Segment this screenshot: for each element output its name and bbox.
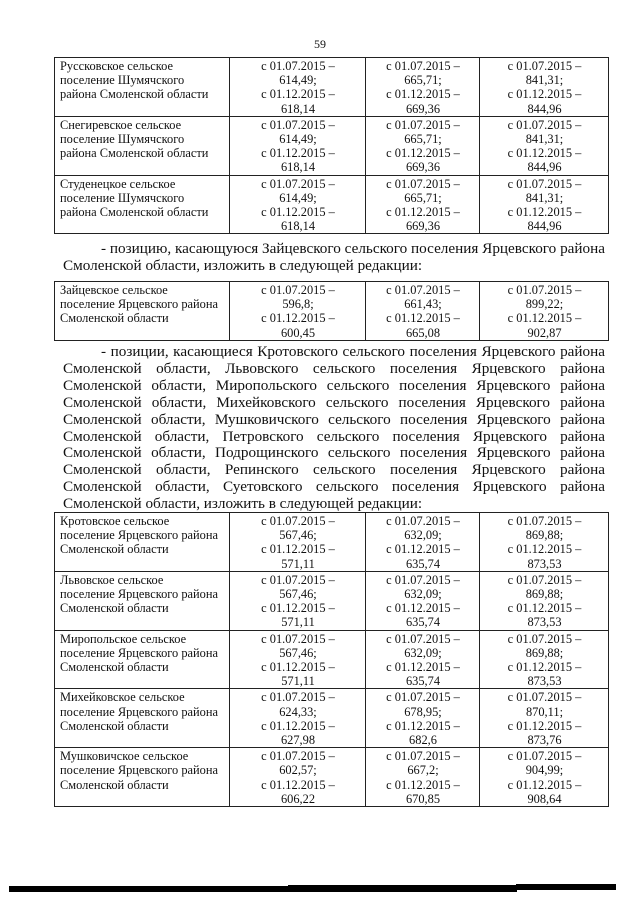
- tariff-value-cell: [366, 630, 480, 689]
- tariff-value-cell: [230, 513, 366, 572]
- tariff-value-cell: [480, 175, 609, 234]
- settlement-name-cell: [55, 630, 230, 689]
- tariff-value-line: 600,45: [280, 325, 316, 340]
- settlement-name-line: Львовское сельское: [60, 572, 164, 587]
- settlement-name-line: Русcковское сельское: [60, 59, 174, 73]
- settlement-name-line: поселение Шумячского: [60, 132, 185, 147]
- tariff-value-line: 618,14: [280, 219, 316, 234]
- settlement-name-line: поселение Шумячского: [60, 73, 185, 88]
- tariff-value-line: 844,96: [527, 219, 562, 234]
- tariff-value-line: с 01.12.2015 –: [507, 718, 582, 733]
- tariff-value-cell: [230, 175, 366, 234]
- tariff-value-line: с 01.12.2015 –: [386, 146, 460, 161]
- tariff-value-line: 873,53: [527, 615, 562, 630]
- tariff-value-line: с 01.07.2015 –: [261, 59, 335, 73]
- paragraph-line: Смоленской области, Репинского сельского поселения Ярцевского района: [63, 461, 605, 479]
- tariff-value-cell: [366, 116, 480, 175]
- tariff-value-line: с 01.07.2015 –: [261, 176, 335, 191]
- paragraph-line: - позиции, касающиеся Кротовского сельского поселения Ярцевского района: [101, 343, 605, 360]
- tariff-value-line: 571,11: [281, 556, 315, 571]
- settlement-name-line: Смоленской области: [60, 660, 169, 675]
- paragraph-zaytsevskoe: [63, 241, 605, 275]
- tariff-value-line: 614,49;: [279, 132, 317, 147]
- tariff-value-line: 873,76: [527, 733, 562, 748]
- tariff-value-line: 567,46;: [279, 645, 317, 660]
- tariff-value-line: 614,49;: [279, 190, 317, 205]
- settlement-name-line: Студенецкое сельское: [60, 176, 176, 191]
- tariff-value-line: с 01.07.2015 –: [261, 514, 335, 528]
- tariff-value-line: с 01.12.2015 –: [507, 146, 582, 161]
- tariff-value-cell: [230, 630, 366, 689]
- settlement-name-cell: [55, 748, 230, 807]
- tariff-value-line: 841,31;: [525, 132, 564, 147]
- tariff-value-line: с 01.12.2015 –: [386, 777, 460, 792]
- tariff-value-cell: [480, 630, 609, 689]
- tariff-value-line: с 01.12.2015 –: [386, 87, 460, 102]
- tariff-table-shumyachsky: [54, 57, 609, 234]
- table-row: [55, 282, 609, 341]
- settlement-name-cell: [55, 571, 230, 630]
- paragraph-line: Смоленской области, изложить в следующей редакции:: [63, 495, 423, 513]
- tariff-value-line: 661,43;: [404, 297, 442, 312]
- tariff-value-line: с 01.12.2015 –: [261, 601, 335, 616]
- table-row: [55, 116, 609, 175]
- tariff-value-line: с 01.12.2015 –: [261, 87, 335, 102]
- tariff-value-line: 873,53: [527, 674, 562, 689]
- tariff-value-cell: [366, 513, 480, 572]
- paragraph-line: Смоленской области, Петровского сельского поселения Ярцевского района: [63, 427, 605, 445]
- tariff-table-yartsevsky: [54, 512, 609, 807]
- tariff-value-line: 618,14: [280, 101, 316, 116]
- paragraph-line: Смоленской области, Подрощинского сельского поселения Ярцевского района: [63, 444, 605, 462]
- tariff-value-cell: [480, 571, 609, 630]
- tariff-value-line: с 01.12.2015 –: [261, 146, 335, 161]
- tariff-value-line: 869,88;: [525, 587, 564, 602]
- tariff-value-line: с 01.07.2015 –: [507, 690, 582, 705]
- settlement-name-line: Смоленской области: [60, 601, 169, 616]
- settlement-name-cell: [55, 689, 230, 748]
- tariff-value-line: с 01.07.2015 –: [261, 117, 335, 132]
- tariff-table-zaytsevskoe: [54, 281, 609, 341]
- tariff-value-cell: [366, 282, 480, 341]
- table-row: [55, 630, 609, 689]
- settlement-name-line: Миропольское сельское: [60, 631, 187, 646]
- tariff-value-line: с 01.07.2015 –: [507, 749, 582, 764]
- tariff-value-line: с 01.07.2015 –: [386, 176, 460, 191]
- settlement-name-line: Мушковичское сельское: [60, 749, 189, 764]
- paragraph-line: Смоленской области, изложить в следующей редакции:: [63, 256, 423, 274]
- tariff-value-cell: [230, 689, 366, 748]
- tariff-value-line: с 01.07.2015 –: [507, 283, 582, 297]
- settlement-name-line: Смоленской области: [60, 777, 169, 792]
- tariff-value-line: с 01.07.2015 –: [386, 59, 460, 73]
- tariff-value-line: 869,88;: [525, 645, 564, 660]
- tariff-value-line: с 01.12.2015 –: [386, 718, 460, 733]
- settlement-name-line: поселение Ярцевского района: [60, 528, 218, 543]
- tariff-value-line: с 01.07.2015 –: [261, 690, 335, 705]
- settlement-name-line: Снегиревское сельское: [60, 117, 182, 132]
- tariff-value-line: 841,31;: [525, 73, 564, 88]
- tariff-value-line: с 01.12.2015 –: [386, 601, 460, 616]
- tariff-value-line: 904,99;: [525, 763, 564, 778]
- tariff-value-line: 602,57;: [279, 763, 317, 778]
- tariff-value-line: с 01.12.2015 –: [261, 311, 335, 326]
- tariff-value-line: 624,33;: [279, 704, 317, 719]
- tariff-value-line: 669,36: [405, 101, 441, 116]
- tariff-value-line: 667,2;: [407, 763, 439, 778]
- tariff-value-line: с 01.12.2015 –: [386, 205, 460, 220]
- tariff-value-line: 632,09;: [404, 645, 442, 660]
- tariff-value-line: 665,71;: [404, 73, 442, 88]
- tariff-value-line: с 01.12.2015 –: [386, 311, 460, 326]
- tariff-value-cell: [366, 748, 480, 807]
- settlement-name-line: Кротовское сельское: [60, 514, 170, 528]
- tariff-value-line: с 01.07.2015 –: [386, 631, 460, 646]
- tariff-value-line: с 01.12.2015 –: [507, 601, 582, 616]
- tariff-value-line: с 01.12.2015 –: [507, 87, 582, 102]
- settlement-name-line: поселение Ярцевского района: [60, 297, 218, 312]
- tariff-value-line: 614,49;: [279, 73, 317, 88]
- tariff-value-line: с 01.07.2015 –: [386, 514, 460, 528]
- tariff-value-line: 844,96: [527, 160, 562, 175]
- tariff-value-line: 632,09;: [404, 587, 442, 602]
- tariff-value-line: 596,8;: [282, 297, 314, 312]
- tariff-value-line: с 01.12.2015 –: [261, 718, 335, 733]
- tariff-value-line: с 01.12.2015 –: [507, 660, 582, 675]
- tariff-value-cell: [366, 58, 480, 117]
- tariff-value-line: с 01.12.2015 –: [507, 205, 582, 220]
- tariff-value-line: с 01.07.2015 –: [261, 572, 335, 587]
- tariff-value-line: с 01.12.2015 –: [386, 542, 460, 557]
- tariff-value-line: 665,08: [405, 325, 441, 340]
- tariff-value-line: 899,22;: [525, 297, 564, 312]
- table-row: [55, 175, 609, 234]
- tariff-value-line: 669,36: [405, 219, 441, 234]
- tariff-value-line: с 01.12.2015 –: [261, 660, 335, 675]
- tariff-value-line: 870,11;: [525, 704, 564, 719]
- settlement-name-line: поселение Ярцевского района: [60, 645, 218, 660]
- tariff-value-cell: [480, 689, 609, 748]
- settlement-name-line: Смоленской области: [60, 718, 169, 733]
- table-row: [55, 748, 609, 807]
- tariff-value-line: 873,53: [527, 556, 562, 571]
- paragraph-yartsevsky-positions: [63, 344, 605, 513]
- tariff-value-line: с 01.07.2015 –: [507, 514, 582, 528]
- settlement-name-line: Михейковское сельское: [60, 690, 185, 705]
- tariff-value-line: с 01.07.2015 –: [386, 690, 460, 705]
- settlement-name-cell: [55, 513, 230, 572]
- tariff-value-line: 567,46;: [279, 528, 317, 543]
- paragraph-line: - позицию, касающуюся Зайцевского сельского поселения Ярцевского района: [101, 240, 605, 257]
- paragraph-line: Смоленской области, Михейковского сельского поселения Ярцевского района: [63, 393, 605, 411]
- tariff-value-line: с 01.07.2015 –: [386, 117, 460, 132]
- settlement-name-line: Зайцевское сельское: [60, 283, 168, 297]
- settlement-name-line: поселение Шумячского: [60, 190, 185, 205]
- tariff-value-line: 678,95;: [404, 704, 442, 719]
- tariff-value-cell: [230, 58, 366, 117]
- settlement-name-line: района Смоленской области: [60, 146, 209, 161]
- tariff-value-line: с 01.07.2015 –: [261, 631, 335, 646]
- tariff-value-line: 665,71;: [404, 132, 442, 147]
- tariff-value-line: с 01.07.2015 –: [386, 283, 460, 297]
- tariff-value-line: с 01.12.2015 –: [507, 777, 582, 792]
- tariff-value-line: с 01.12.2015 –: [261, 777, 335, 792]
- tariff-value-line: с 01.07.2015 –: [261, 283, 335, 297]
- tariff-value-line: с 01.07.2015 –: [386, 572, 460, 587]
- tariff-value-cell: [230, 282, 366, 341]
- table-row: [55, 689, 609, 748]
- page-bottom-rule: [288, 885, 516, 891]
- tariff-value-cell: [480, 58, 609, 117]
- tariff-value-line: 606,22: [280, 791, 316, 806]
- tariff-value-cell: [480, 748, 609, 807]
- tariff-value-line: с 01.07.2015 –: [507, 572, 582, 587]
- tariff-value-line: с 01.12.2015 –: [386, 660, 460, 675]
- table-row: [55, 571, 609, 630]
- tariff-value-line: 902,87: [527, 325, 562, 340]
- tariff-value-line: с 01.07.2015 –: [507, 117, 582, 132]
- settlement-name-line: поселение Ярцевского района: [60, 704, 218, 719]
- tariff-value-cell: [366, 571, 480, 630]
- tariff-value-cell: [366, 689, 480, 748]
- tariff-value-line: с 01.12.2015 –: [507, 542, 582, 557]
- tariff-value-cell: [480, 282, 609, 341]
- tariff-value-line: 618,14: [280, 160, 316, 175]
- tariff-value-line: 571,11: [281, 674, 315, 689]
- tariff-value-line: 841,31;: [525, 190, 564, 205]
- tariff-value-cell: [366, 175, 480, 234]
- tariff-value-line: 567,46;: [279, 587, 317, 602]
- tariff-value-line: с 01.12.2015 –: [507, 311, 582, 326]
- page-bottom-rule: [516, 884, 616, 890]
- tariff-value-line: 844,96: [527, 101, 562, 116]
- tariff-value-line: 571,11: [281, 615, 315, 630]
- tariff-value-line: с 01.07.2015 –: [507, 631, 582, 646]
- paragraph-line: Смоленской области, Суетовского сельского поселения Ярцевского района: [63, 478, 605, 496]
- tariff-value-line: 632,09;: [404, 528, 442, 543]
- tariff-value-cell: [480, 116, 609, 175]
- settlement-name-cell: [55, 175, 230, 234]
- tariff-value-cell: [230, 748, 366, 807]
- tariff-value-line: с 01.12.2015 –: [261, 205, 335, 220]
- tariff-value-line: 627,98: [280, 733, 316, 748]
- paragraph-line: Смоленской области, Мушковичского сельского поселения Ярцевского района: [63, 410, 605, 428]
- settlement-name-cell: [55, 58, 230, 117]
- tariff-value-line: 682,6: [409, 733, 437, 748]
- tariff-value-line: 635,74: [405, 556, 441, 571]
- settlement-name-line: Смоленской области: [60, 542, 169, 557]
- settlement-name-cell: [55, 116, 230, 175]
- tariff-value-line: 665,71;: [404, 190, 442, 205]
- tariff-value-line: 869,88;: [525, 528, 564, 543]
- settlement-name-cell: [55, 282, 230, 341]
- tariff-value-line: с 01.07.2015 –: [507, 59, 582, 73]
- tariff-value-line: с 01.07.2015 –: [386, 749, 460, 764]
- table-row: [55, 58, 609, 117]
- table-row: [55, 513, 609, 572]
- paragraph-line: Смоленской области, Львовского сельского поселения Ярцевского района: [63, 359, 605, 377]
- settlement-name-line: района Смоленской области: [60, 87, 209, 102]
- tariff-value-cell: [230, 116, 366, 175]
- tariff-value-line: 908,64: [527, 791, 562, 806]
- tariff-value-line: с 01.12.2015 –: [261, 542, 335, 557]
- settlement-name-line: поселение Ярцевского района: [60, 587, 218, 602]
- settlement-name-line: района Смоленской области: [60, 205, 209, 220]
- tariff-value-line: с 01.07.2015 –: [261, 749, 335, 764]
- tariff-value-line: 635,74: [405, 674, 441, 689]
- settlement-name-line: Смоленской области: [60, 311, 169, 326]
- settlement-name-line: поселение Ярцевского района: [60, 763, 218, 778]
- paragraph-line: Смоленской области, Миропольского сельского поселения Ярцевского района: [63, 376, 605, 394]
- tariff-value-line: 670,85: [405, 791, 441, 806]
- tariff-value-line: 669,36: [405, 160, 441, 175]
- tariff-value-line: с 01.07.2015 –: [507, 176, 582, 191]
- tariff-value-line: 635,74: [405, 615, 441, 630]
- tariff-value-cell: [230, 571, 366, 630]
- tariff-value-cell: [480, 513, 609, 572]
- page-number: 59: [314, 37, 326, 51]
